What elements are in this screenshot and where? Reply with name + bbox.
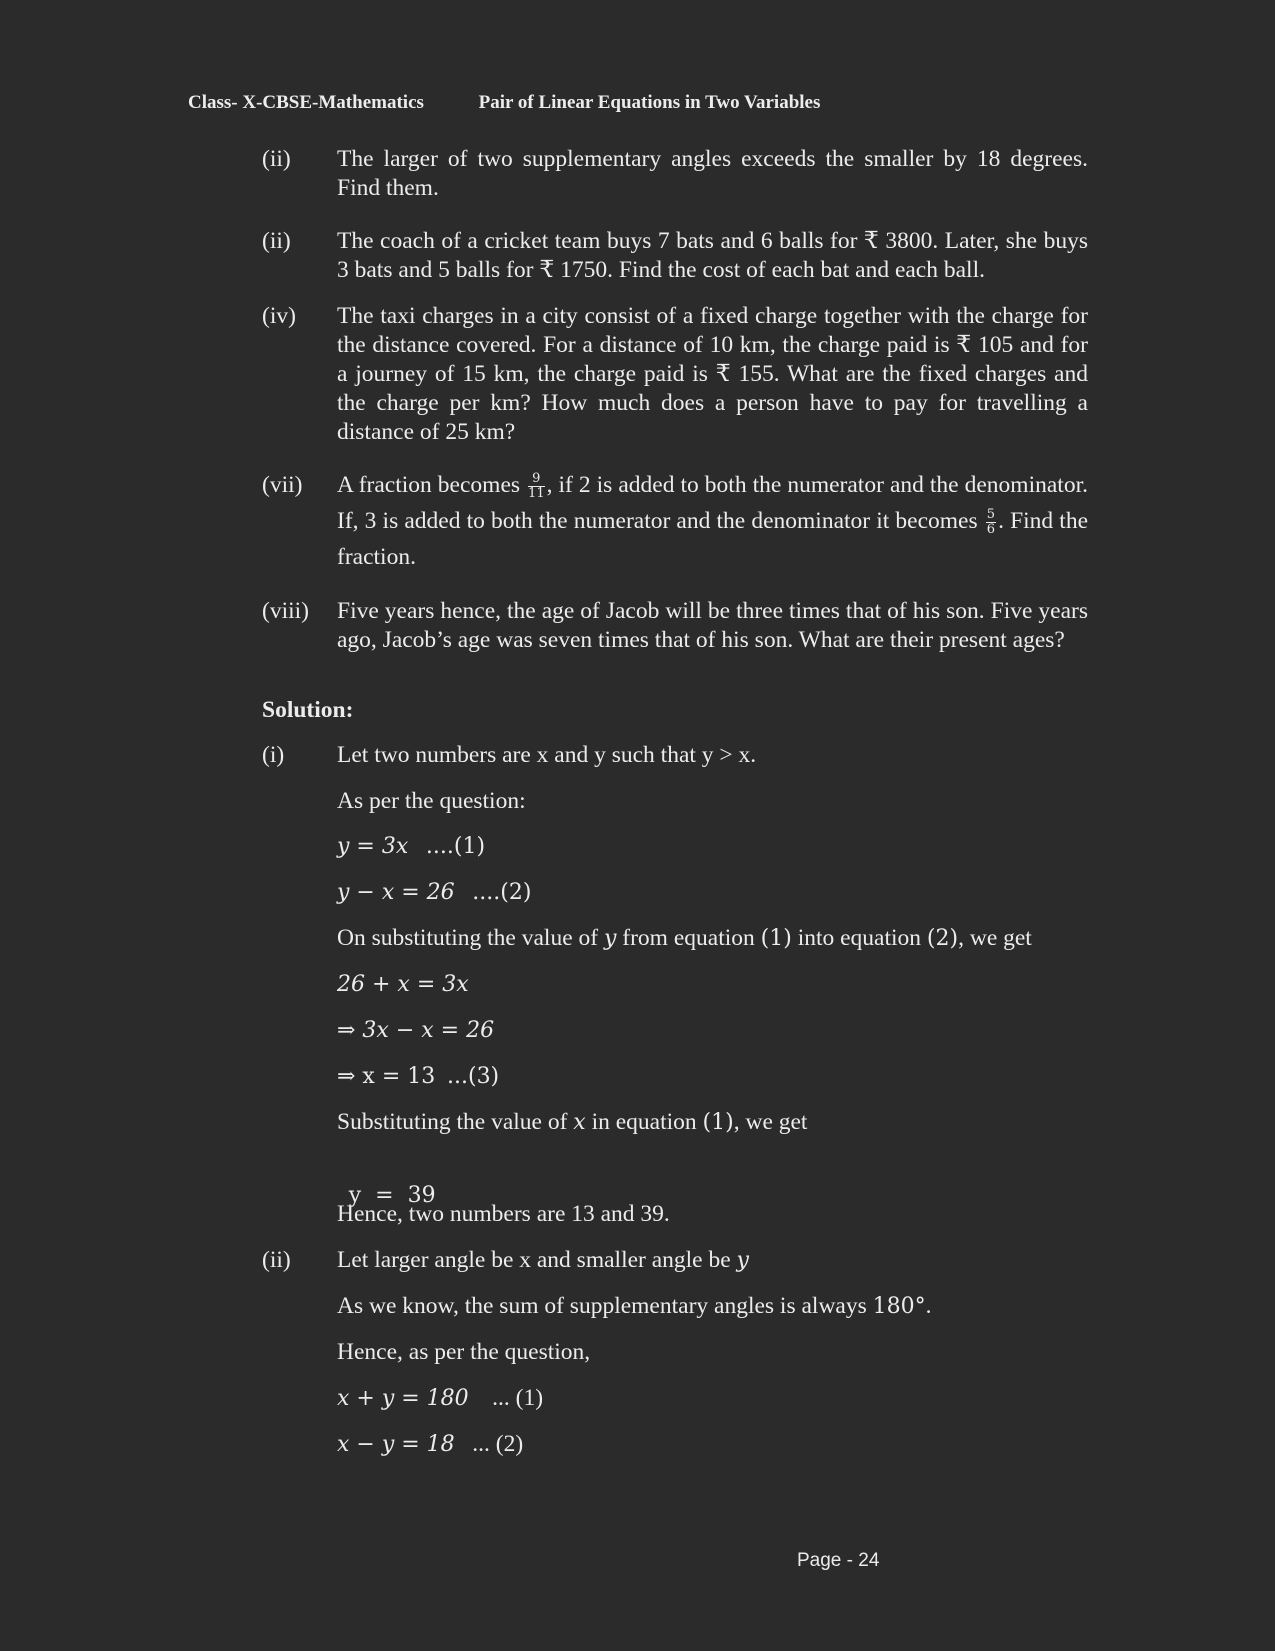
equation-expr: y − x = 26	[337, 880, 455, 905]
equation-expr: 26 + x = 3x	[337, 972, 469, 997]
solution-line: Substituting the value of x in equation (1), we get	[337, 1109, 808, 1135]
math-var: x	[573, 1110, 586, 1135]
question-text	[337, 467, 1088, 575]
equation-expr: ⇒ 3x − x = 26	[337, 1018, 495, 1043]
question-text-part: A fraction becomes	[337, 472, 521, 498]
equation-expr: x − y = 18	[337, 1432, 455, 1457]
solution-line: As we know, the sum of supplementary angles is always 180°.	[337, 1293, 932, 1319]
math-value: 180°	[872, 1294, 926, 1319]
equation	[337, 1385, 543, 1412]
fraction	[986, 508, 996, 537]
equation	[337, 1063, 499, 1090]
question-item	[262, 145, 1088, 203]
equation-ref: (1)	[760, 926, 792, 951]
solution-line: Hence, as per the question,	[337, 1339, 591, 1365]
equation-ref: (2)	[926, 926, 959, 951]
solution-line: As per the question:	[337, 788, 526, 814]
equation-tag: ... (1)	[492, 1385, 544, 1411]
equation-expr: y = 3x	[337, 834, 409, 859]
equation-tag: ....(1)	[425, 834, 486, 859]
page-number: Page - 24	[797, 1550, 880, 1571]
fraction-numerator: 5	[986, 507, 996, 523]
fraction	[528, 472, 545, 501]
question-text: The taxi charges in a city consist of a fixed charge together with the charge for the distance covered. For a distance of 10 km, the charge paid is ₹ 105 and for a journey of 15 km, the charge paid is ₹ 155. What are the fixed charges and the charge per km? How much does a person have to pay for travelling a distance of 25 km?	[337, 303, 1088, 445]
fraction-denominator: 11	[528, 486, 545, 502]
solution-line: Let larger angle be x and smaller angle be y	[337, 1247, 749, 1273]
equation-expr: ⇒ x = 13	[337, 1064, 436, 1089]
equation-tag: ... (2)	[472, 1431, 524, 1457]
question-label: (vii)	[262, 472, 303, 498]
question-label: (ii)	[262, 228, 291, 254]
math-var: y	[736, 1248, 749, 1273]
question-label: (ii)	[262, 146, 291, 172]
question-text: The coach of a cricket team buys 7 bats and 6 balls for ₹ 3800. Later, she buys 3 bats and 5 balls for ₹ 1750. Find the cost of each bat and each ball.	[337, 228, 1088, 283]
equation-tag: ...(3)	[447, 1064, 500, 1089]
question-label: (viii)	[262, 598, 309, 624]
equation-tag: ....(2)	[472, 880, 532, 905]
question-text-part: , if 2 is added to both the numerator and the denominator. If, 3 is added to both the numerator and the denominator it becomes	[337, 472, 1088, 534]
question-text-part: . Find the fraction.	[337, 508, 1089, 570]
course-title: Class- X-CBSE-Mathematics	[188, 92, 424, 113]
solution-label: (ii)	[262, 1247, 291, 1273]
equation-expr: x + y = 180	[337, 1386, 469, 1411]
equation	[337, 833, 485, 860]
equation	[337, 1431, 523, 1458]
math-var: y	[603, 926, 617, 951]
chapter-title: Pair of Linear Equations in Two Variables	[478, 92, 821, 113]
question-text: The larger of two supplementary angles exceeds the smaller by 18 degrees. Find them.	[337, 146, 1088, 201]
solution-line: On substituting the value of y from equation (1) into equation (2), we get	[337, 925, 1032, 951]
question-item	[262, 597, 1088, 655]
solution-label: (i)	[262, 742, 285, 768]
equation-ref: (1)	[702, 1110, 734, 1135]
equation	[337, 1017, 494, 1044]
fraction-numerator: 9	[528, 472, 545, 487]
fraction-denominator: 6	[986, 522, 996, 538]
question-item	[262, 467, 1088, 575]
question-text: Five years hence, the age of Jacob will be three times that of his son. Five years ago, Jacob’s age was seven times that of his son. What are their present ages?	[337, 598, 1088, 653]
solution-line: Let two numbers are x and y such that y > x.	[337, 742, 757, 768]
question-item	[262, 227, 1088, 285]
equation	[337, 879, 531, 906]
equation-expr: y = 39	[348, 1183, 436, 1208]
question-item	[262, 302, 1088, 447]
page-header	[188, 92, 820, 114]
equation	[337, 971, 469, 998]
solution-line: Hence, two numbers are 13 and 39.	[337, 1201, 670, 1227]
question-label: (iv)	[262, 303, 296, 329]
solution-heading: Solution:	[262, 697, 354, 723]
